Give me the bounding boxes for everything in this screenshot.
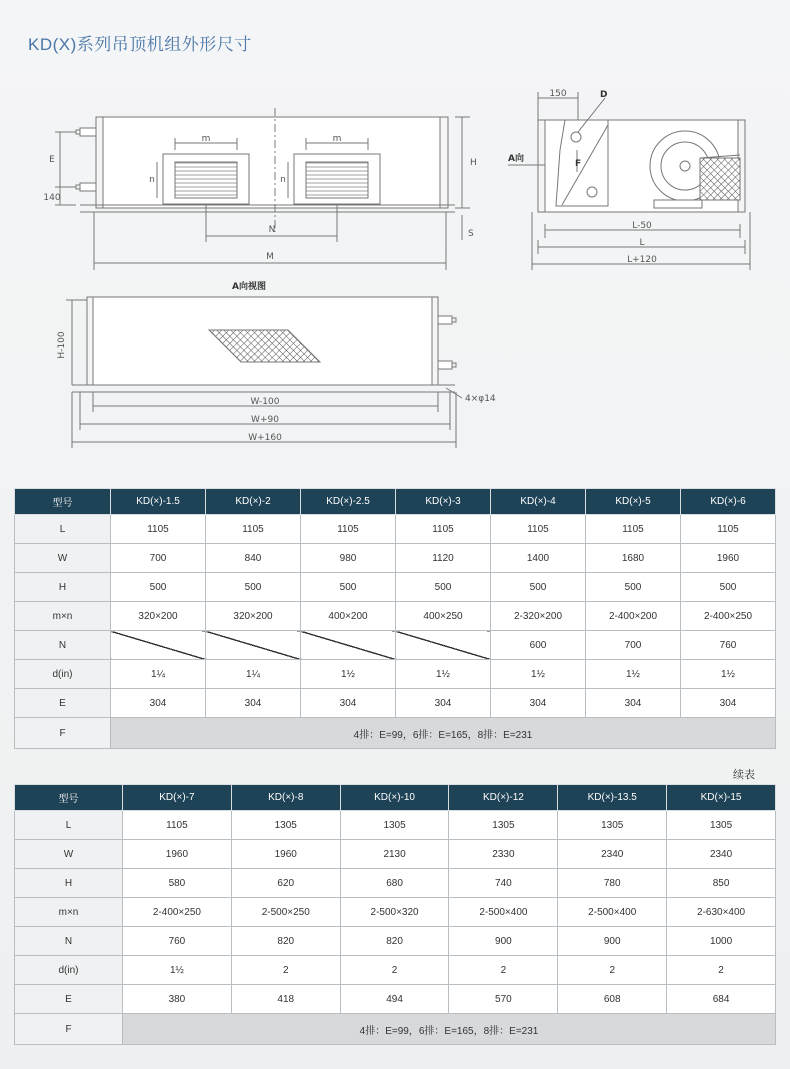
label-m-2: m	[332, 134, 342, 144]
label-D: D	[600, 90, 608, 100]
table-cell: 1½	[586, 660, 681, 689]
row-label: m×n	[15, 602, 111, 631]
spec-table-2	[14, 784, 776, 1045]
label-n-2: n	[280, 175, 286, 185]
table-cell: 304	[301, 689, 396, 718]
table-cell: 1½	[681, 660, 776, 689]
table-cell: 304	[491, 689, 586, 718]
label-F: F	[575, 159, 582, 169]
label-n-1: n	[149, 175, 155, 185]
table-cell: 304	[681, 689, 776, 718]
header-cell: KD(×)-12	[449, 785, 558, 811]
spec-table-1	[14, 488, 776, 749]
empty-cell-slash	[206, 631, 301, 660]
table-cell: 500	[491, 573, 586, 602]
table-cell: 500	[586, 573, 681, 602]
label-L-50: L-50	[632, 221, 652, 231]
row-label: H	[15, 869, 123, 898]
a-direction-view-drawing	[66, 297, 462, 448]
table-cell: 700	[586, 631, 681, 660]
header-cell: KD(×)-15	[667, 785, 776, 811]
table-row	[15, 544, 776, 573]
header-cell: KD(×)-4	[491, 489, 586, 515]
row-label: F	[15, 718, 111, 749]
header-cell: KD(×)-3	[396, 489, 491, 515]
dimension-drawings	[0, 0, 790, 460]
row-label: L	[15, 515, 111, 544]
table-cell: 494	[340, 985, 449, 1014]
table-cell: 304	[206, 689, 301, 718]
table-cell: 400×250	[396, 602, 491, 631]
header-cell: KD(×)-8	[231, 785, 340, 811]
page-title: KD(X)系列吊顶机组外形尺寸	[28, 35, 252, 54]
table-row	[15, 985, 776, 1014]
table-cell: 500	[206, 573, 301, 602]
table-cell: 2-500×250	[231, 898, 340, 927]
table-row	[15, 689, 776, 718]
table-cell: 1½	[491, 660, 586, 689]
table-cell: 2340	[558, 840, 667, 869]
table-cell: 500	[396, 573, 491, 602]
table-cell: 500	[681, 573, 776, 602]
label-W-plus-90: W+90	[251, 415, 279, 425]
table-cell: 1960	[231, 840, 340, 869]
table-row	[15, 515, 776, 544]
label-L-plus-120: L+120	[627, 255, 657, 265]
side-elevation-drawing	[55, 108, 470, 270]
row-label: m×n	[15, 898, 123, 927]
table-cell: 570	[449, 985, 558, 1014]
table-cell: 1305	[340, 811, 449, 840]
table-cell: 380	[123, 985, 232, 1014]
table-cell: 418	[231, 985, 340, 1014]
table-cell: 1105	[123, 811, 232, 840]
row-label: E	[15, 689, 111, 718]
table-cell: 2	[340, 956, 449, 985]
table-cell: 620	[231, 869, 340, 898]
table-cell: 1105	[301, 515, 396, 544]
table-cell: 980	[301, 544, 396, 573]
header-cell: KD(×)-7	[123, 785, 232, 811]
table-cell: 1105	[111, 515, 206, 544]
table-cell: 1105	[681, 515, 776, 544]
label-S: S	[468, 229, 474, 239]
table-cell: 2-500×400	[449, 898, 558, 927]
row-label: N	[15, 631, 111, 660]
table-cell: 2-500×320	[340, 898, 449, 927]
table-row	[15, 869, 776, 898]
label-N: N	[268, 225, 276, 235]
table-cell: 760	[123, 927, 232, 956]
header-cell: KD(×)-10	[340, 785, 449, 811]
table-cell: 1105	[396, 515, 491, 544]
header-cell: 型号	[15, 489, 111, 515]
table-cell: 2	[449, 956, 558, 985]
table-cell: 2	[667, 956, 776, 985]
table-row	[15, 660, 776, 689]
label-H: H	[470, 158, 477, 168]
table-cell: 580	[123, 869, 232, 898]
row-label: d(in)	[15, 956, 123, 985]
table-row	[15, 631, 776, 660]
table-row	[15, 898, 776, 927]
table-cell: 1305	[667, 811, 776, 840]
table-cell: 1305	[558, 811, 667, 840]
table-cell: 1105	[586, 515, 681, 544]
label-H-100: H-100	[57, 331, 67, 359]
table-cell: 400×200	[301, 602, 396, 631]
table-cell: 2	[231, 956, 340, 985]
label-L: L	[639, 238, 645, 248]
row-label: F	[15, 1014, 123, 1045]
row-label: d(in)	[15, 660, 111, 689]
table-header-row	[15, 489, 776, 515]
header-cell: KD(×)-13.5	[558, 785, 667, 811]
table-cell: 500	[111, 573, 206, 602]
label-150: 150	[549, 89, 567, 99]
label-W-plus-160: W+160	[248, 433, 282, 443]
table-row	[15, 573, 776, 602]
header-cell: KD(×)-2.5	[301, 489, 396, 515]
table-cell: 320×200	[206, 602, 301, 631]
table-cell: 900	[558, 927, 667, 956]
table-header-row	[15, 785, 776, 811]
table-cell: 608	[558, 985, 667, 1014]
table-cell: 1305	[449, 811, 558, 840]
table-cell: 1960	[681, 544, 776, 573]
row-label: E	[15, 985, 123, 1014]
table-row-f	[15, 1014, 776, 1045]
table-cell: 1½	[396, 660, 491, 689]
table-row	[15, 927, 776, 956]
row-label: L	[15, 811, 123, 840]
table-cell: 500	[301, 573, 396, 602]
f-value-cell: 4排：E=99，6排：E=165，8排：E=231	[123, 1014, 776, 1045]
label-m-1: m	[201, 134, 211, 144]
header-cell: KD(×)-2	[206, 489, 301, 515]
label-W-100: W-100	[250, 397, 280, 407]
table-row	[15, 840, 776, 869]
table-cell: 304	[111, 689, 206, 718]
table-cell: 2	[558, 956, 667, 985]
row-label: W	[15, 840, 123, 869]
table-cell: 1400	[491, 544, 586, 573]
table-row	[15, 956, 776, 985]
empty-cell-slash	[301, 631, 396, 660]
table-row	[15, 602, 776, 631]
table-cell: 2130	[340, 840, 449, 869]
table-cell: 2-400×200	[586, 602, 681, 631]
table-cell: 760	[681, 631, 776, 660]
label-M: M	[266, 252, 274, 262]
table-cell: 2330	[449, 840, 558, 869]
table-cell: 850	[667, 869, 776, 898]
table-cell: 304	[396, 689, 491, 718]
table-cell: 2-400×250	[681, 602, 776, 631]
table-cell: 900	[449, 927, 558, 956]
header-cell: 型号	[15, 785, 123, 811]
table-cell: 1000	[667, 927, 776, 956]
table-row	[15, 811, 776, 840]
row-label: W	[15, 544, 111, 573]
table-cell: 2-630×400	[667, 898, 776, 927]
empty-cell-slash	[396, 631, 491, 660]
table-cell: 1960	[123, 840, 232, 869]
table-cell: 2-320×200	[491, 602, 586, 631]
table-cell: 600	[491, 631, 586, 660]
view-title: A向视图	[232, 282, 266, 292]
label-140: 140	[43, 193, 61, 203]
table-cell: 1680	[586, 544, 681, 573]
table-cell: 700	[111, 544, 206, 573]
table-cell: 1¼	[111, 660, 206, 689]
header-cell: KD(×)-6	[681, 489, 776, 515]
table-cell: 2340	[667, 840, 776, 869]
table-cell: 1120	[396, 544, 491, 573]
table-cell: 1½	[123, 956, 232, 985]
table-cell: 1½	[301, 660, 396, 689]
continued-label: 续表	[733, 769, 755, 781]
table-cell: 1105	[491, 515, 586, 544]
row-label: H	[15, 573, 111, 602]
table-cell: 684	[667, 985, 776, 1014]
f-value-cell: 4排：E=99，6排：E=165，8排：E=231	[111, 718, 776, 749]
table-cell: 680	[340, 869, 449, 898]
table-cell: 1105	[206, 515, 301, 544]
header-cell: KD(×)-1.5	[111, 489, 206, 515]
table-cell: 320×200	[111, 602, 206, 631]
table-cell: 780	[558, 869, 667, 898]
table-cell: 2-400×250	[123, 898, 232, 927]
table-cell: 820	[231, 927, 340, 956]
table-cell: 740	[449, 869, 558, 898]
table-cell: 1¼	[206, 660, 301, 689]
label-hole: 4×φ14	[465, 394, 496, 404]
end-view-drawing	[508, 92, 750, 270]
table-cell: 2-500×400	[558, 898, 667, 927]
table-cell: 1305	[231, 811, 340, 840]
table-cell: 304	[586, 689, 681, 718]
empty-cell-slash	[111, 631, 206, 660]
table-cell: 820	[340, 927, 449, 956]
label-E: E	[49, 155, 55, 165]
table-cell: 840	[206, 544, 301, 573]
row-label: N	[15, 927, 123, 956]
table-row-f	[15, 718, 776, 749]
header-cell: KD(×)-5	[586, 489, 681, 515]
label-a-direction: A向	[508, 154, 524, 164]
